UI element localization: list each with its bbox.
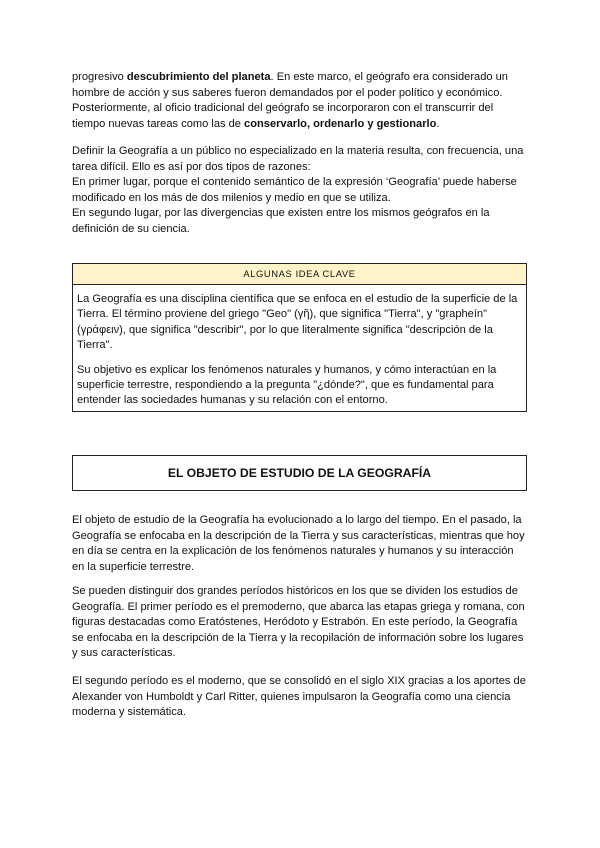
text-line: Definir la Geografía a un público no especializado en la materia resulta, con frecuencia, una [72,145,524,157]
text-line: En segundo lugar, por las divergencias que existen entre los mismos geógrafos en la [72,207,490,220]
intro-line: progresivo descubrimiento del planeta. En este marco, el geógrafo era considerado un [72,71,508,83]
text-line: En primer lugar, porque el contenido semántico de la expresión ‘Geografía’ puede haberse [72,176,517,189]
key-ideas-box [72,263,527,412]
defining-geography-paragraph [72,144,528,238]
intro-line: Posteriormente, al oficio tradicional del geógrafo se incorporaron con el transcurrir del [72,102,494,115]
bold-phrase: conservarlo, ordenarlo y gestionarlo [244,117,437,130]
intro-line: tiempo nuevas tareas como las de conservarlo, ordenarlo y gestionarlo. [72,117,440,130]
key-ideas-paragraph: Su objetivo es explicar los fenómenos naturales y humanos, y cómo interactúan en la superficie terrestre, respondiendo a la pregunta "¿dónde?", que es fundamental para entender las sociedades humanas y su relación con el entorno. [77,363,497,407]
section-title: EL OBJETO DE ESTUDIO DE LA GEOGRAFÍA [72,455,527,491]
key-ideas-paragraph: La Geografía es una disciplina científica que se enfoca en el estudio de la superficie de la Tierra. El término proviene del griego "Geo" (γῆ), que significa "Tierra", y "grapheín" (γράφειν), que significa "describir", por lo que literalmente significa "descripción de la Tierra". [77,293,518,352]
intro-line: hombre de acción y sus saberes fueron demandados por el poder político y económico. [72,86,503,99]
text-line: tarea difícil. Ello es así por dos tipos de razones: [72,160,311,173]
key-ideas-body [73,285,526,409]
text-line: modificado en los más de dos milenios y medio en que se utiliza. [72,191,391,204]
key-ideas-title: ALGUNAS IDEA CLAVE [73,264,526,285]
intro-paragraph [72,70,528,132]
text-line: definición de su ciencia. [72,222,190,235]
body-paragraph: Se pueden distinguir dos grandes períodos históricos en los que se dividen los estudios de Geografía. El primer período es el premoderno, que abarca las etapas griega y romana, con figuras destacadas como Eratóstenes, Heródoto y Estrabón. En este período, la Geografía se enfocaba en la descripción de la Tierra y la recopilación de información sobre los lugares y sus características. [72,585,525,660]
body-paragraph: El objeto de estudio de la Geografía ha evolucionado a lo largo del tiempo. En el pasado, la Geografía se enfocaba en la descripción de la Tierra y sus características, mientras que hoy en día se centra en la explicación de los fenómenos naturales y humanos y su interacción en la superficie terrestre. [72,514,525,573]
bold-phrase: descubrimiento del planeta [126,71,271,83]
body-paragraph: El segundo período es el moderno, que se consolidó en el siglo XIX gracias a los aportes de Alexander von Humboldt y Carl Ritter, quienes impulsaron la Geografía como una ciencia moderna y sistemática. [72,675,526,719]
